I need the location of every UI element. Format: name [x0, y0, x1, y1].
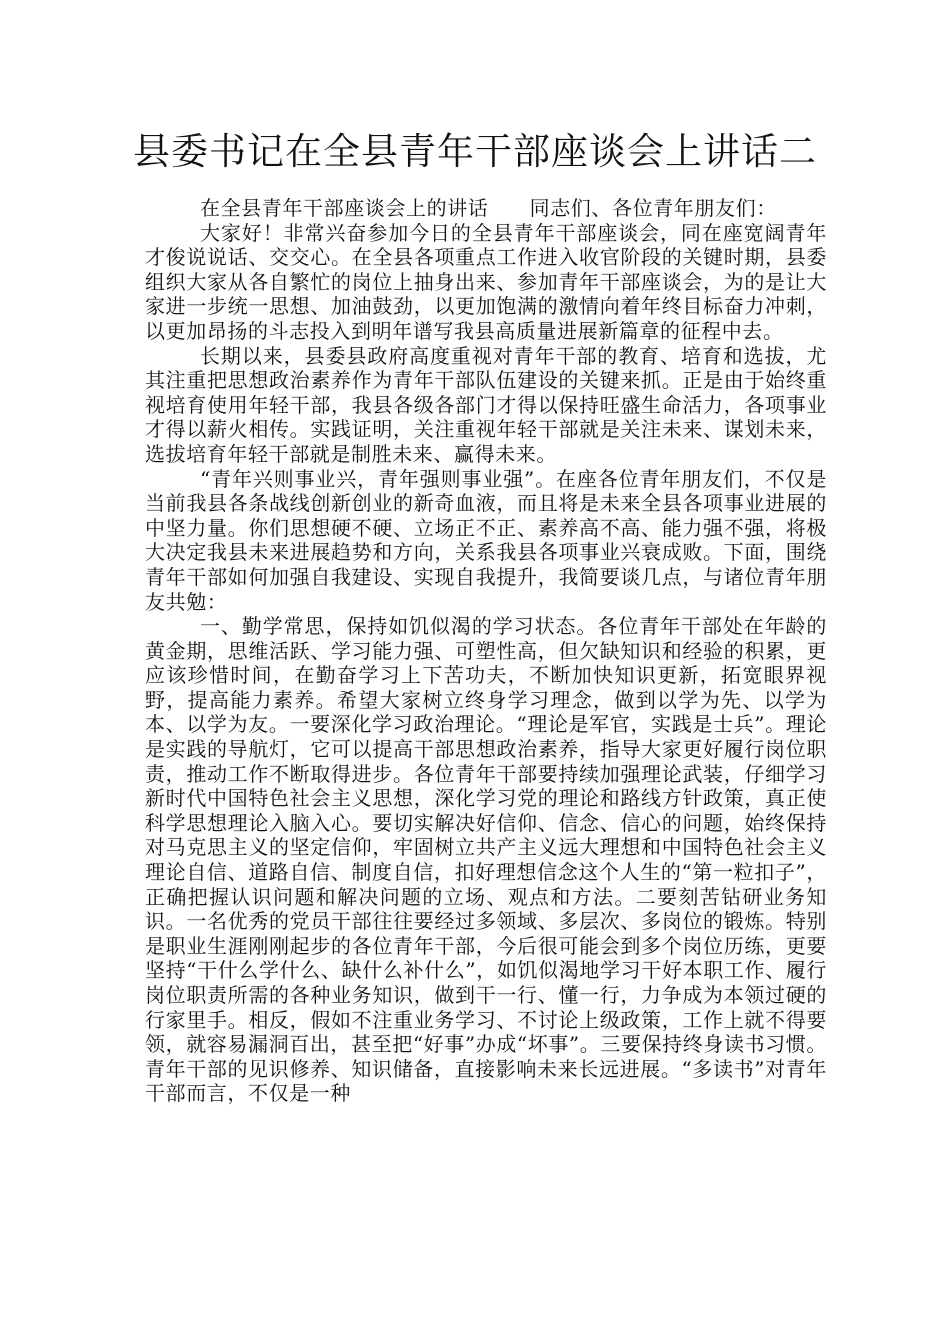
- paragraph-youth-role: “青年兴则事业兴，青年强则事业强”。在座各位青年朋友们，不仅是当前我县各条战线创新创业的新奇血液，而且将是未来全县各项事业进展的中坚力量。你们思想硬不硬、立场正不正、素养高不高、能力强不强，将极大决定我县未来进展趋势和方向，关系我县各项事业兴衰成败。下面，围绕青年干部如何加强自我建设、实现自我提升，我简要谈几点，与诸位青年朋友共勉：: [145, 466, 827, 614]
- paragraph-opening: 大家好！非常兴奋参加今日的全县青年干部座谈会，同在座宽阔青年才俊说说话、交交心。在全县各项重点工作进入收官阶段的关键时期，县委组织大家从各自繁忙的岗位上抽身出来、参加青年干部座谈会，为的是让大家进一步统一思想、加油鼓劲，以更加饱满的激情向着年终目标奋力冲刺，以更加昂扬的斗志投入到明年谱写我县高质量进展新篇章的征程中去。: [145, 220, 827, 343]
- paragraph-point-one: 一、勤学常思，保持如饥似渴的学习状态。各位青年干部处在年龄的黄金期，思维活跃、学习能力强、可塑性高，但欠缺知识和经验的积累，更应该珍惜时间，在勤奋学习上下苦功夫，不断加快知识更新，拓宽眼界视野，提高能力素养。希望大家树立终身学习理念，做到以学为先、以学为本、以学为友。一要深化学习政治理论。“理论是军官，实践是士兵”。理论是实践的导航灯，它可以提高干部思想政治素养，指导大家更好履行岗位职责，推动工作不断取得进步。各位青年干部要持续加强理论武装，仔细学习新时代中国特色社会主义思想，深化学习党的理论和路线方针政策，真正使科学思想理论入脑入心。要切实解决好信仰、信念、信心的问题，始终保持对马克思主义的坚定信仰，牢固树立共产主义远大理想和中国特色社会主义理论自信、道路自信、制度自信，扣好理想信念这个人生的“第一粒扣子”，正确把握认识问题和解决问题的立场、观点和方法。二要刻苦钻研业务知识。一名优秀的党员干部往往要经过多领域、多层次、多岗位的锻炼。特别是职业生涯刚刚起步的各位青年干部，今后很可能会到多个岗位历练，更要坚持“干什么学什么、缺什么补什么”，如饥似渴地学习干好本职工作、履行岗位职责所需的各种业务知识，做到干一行、懂一行，力争成为本领过硬的行家里手。相反，假如不注重业务学习、不讨论上级政策，工作上就不得要领，就容易漏洞百出，甚至把“好事”办成“坏事”。三要保持终身读书习惯。青年干部的见识修养、知识储备，直接影响未来长远进展。“多读书”对青年干部而言，不仅是一种: [145, 614, 827, 1106]
- document-title: 县委书记在全县青年干部座谈会上讲话二: [133, 130, 817, 173]
- paragraph-greeting: 在全县青年干部座谈会上的讲话 同志们、各位青年朋友们：: [200, 196, 777, 220]
- document-body: [145, 196, 827, 1106]
- paragraph-background: 长期以来，县委县政府高度重视对青年干部的教育、培育和选拔，尤其注重把思想政治素养作为青年干部队伍建设的关键来抓。正是由于始终重视培育使用年轻干部，我县各级各部门才得以保持旺盛生命活力，各项事业才得以薪火相传。实践证明，关注重视年轻干部就是关注未来、谋划未来，选拔培育年轻干部就是制胜未来、赢得未来。: [145, 343, 827, 466]
